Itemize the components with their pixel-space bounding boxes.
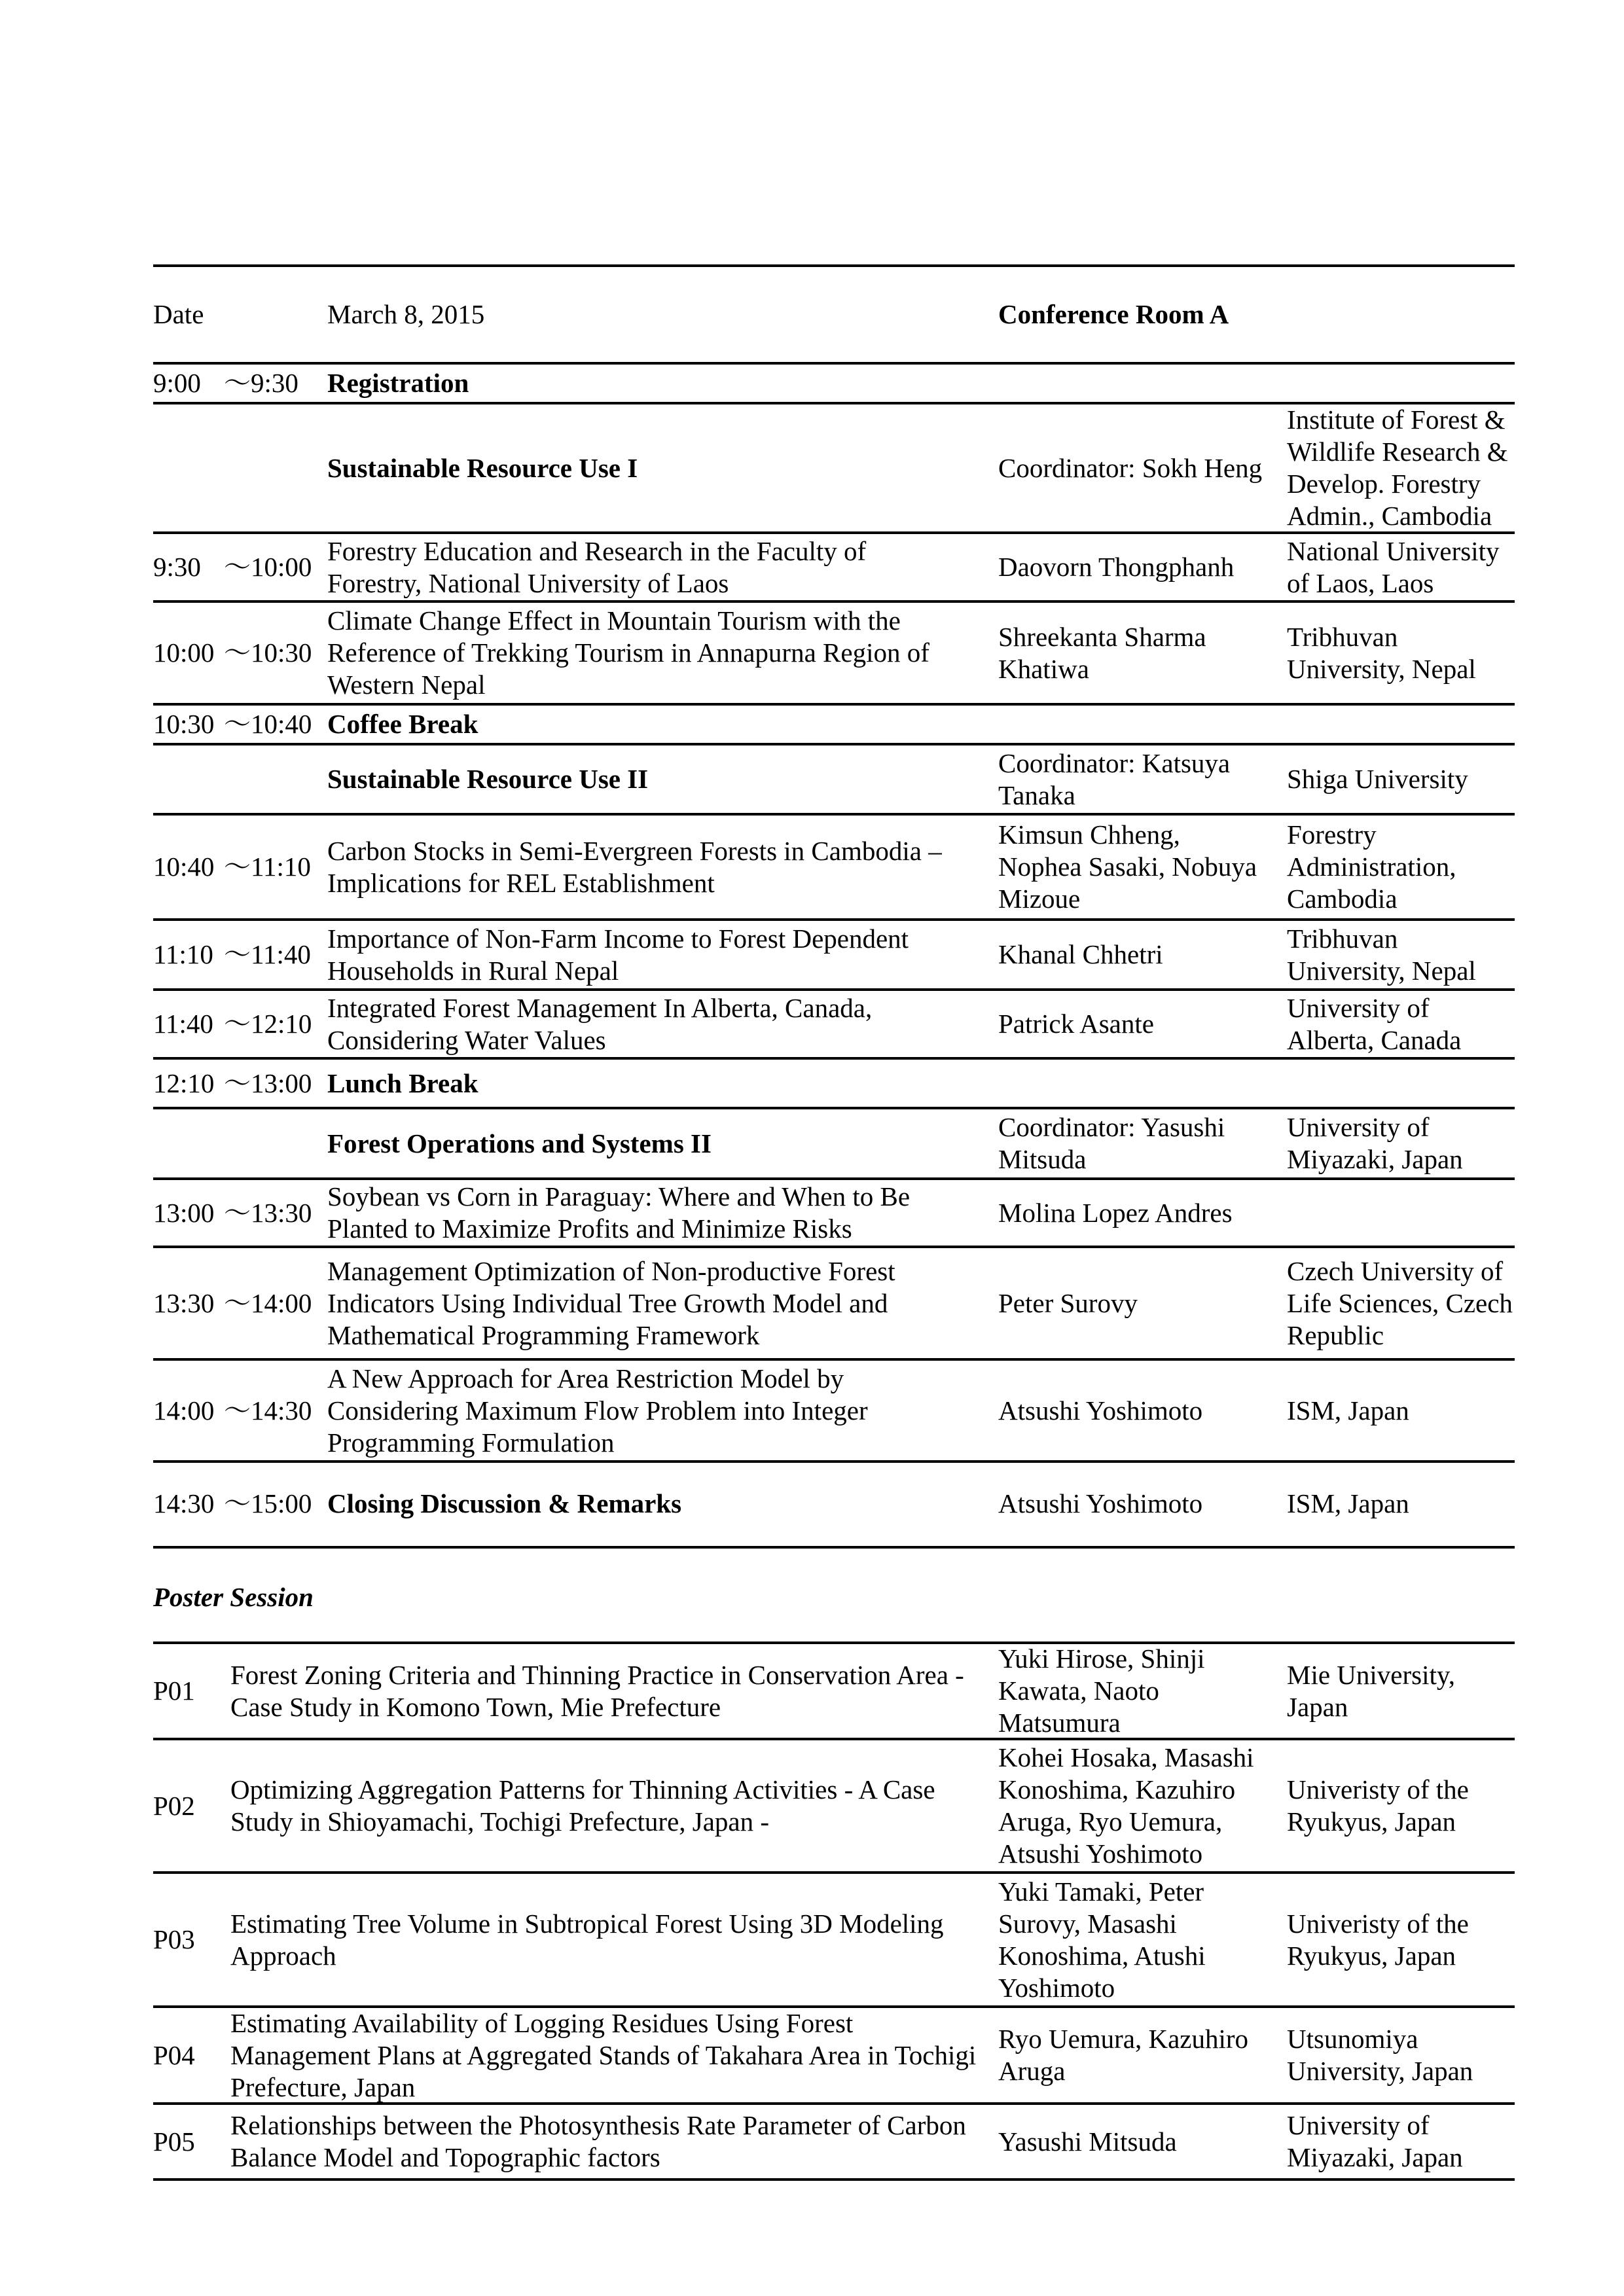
presenter: Kimsun Chheng, Nophea Sasaki, Nobuya Mizoue [998, 819, 1257, 914]
session-start-time: 11:40 [153, 1009, 213, 1039]
presenter: Khanal Chhetri [998, 939, 1163, 969]
session-heading: Registration [327, 368, 469, 398]
session-end-time [224, 1109, 322, 1177]
presenter: Coordinator: Yasushi Mitsuda [998, 1112, 1225, 1174]
poster-affiliation: Utsunomiya University, Japan [1287, 2024, 1473, 2086]
poster-id: P01 [153, 1676, 195, 1706]
program-bottom-rule [153, 1546, 1515, 1549]
poster-title: Optimizing Aggregation Patterns for Thinning Activities - A Case Study in Shioyamachi, Tochigi Prefecture, Japan - [230, 1774, 935, 1837]
session-heading: Coffee Break [327, 709, 478, 739]
session-start-time: 9:30 [153, 552, 201, 582]
affiliation: Tribhuvan University, Nepal [1287, 923, 1476, 986]
poster-title: Estimating Tree Volume in Subtropical Forest Using 3D Modeling Approach [230, 1908, 944, 1971]
poster-affiliation: Univeristy of the Ryukyus, Japan [1287, 1908, 1469, 1971]
session-start-time: 10:40 [153, 852, 215, 882]
top-rule [153, 264, 1515, 267]
session-end-time: ～10:40 [224, 709, 312, 739]
talk-title: Importance of Non-Farm Income to Forest Dependent Households in Rural Nepal [327, 923, 909, 986]
presenter: Molina Lopez Andres [998, 1197, 1233, 1228]
session-end-time: ～9:30 [224, 368, 298, 398]
affiliation: ISM, Japan [1287, 1488, 1409, 1518]
affiliation: Institute of Forest & Wildlife Research & Develop. Forestry Admin., Cambodia [1287, 404, 1508, 531]
session-start-time: 10:00 [153, 637, 215, 668]
room-name: Conference Room A [998, 298, 1229, 329]
talk-title: Integrated Forest Management In Alberta, Canada, Considering Water Values [327, 992, 873, 1055]
presenter: Patrick Asante [998, 1009, 1154, 1039]
affiliation: Forestry Administration, Cambodia [1287, 819, 1456, 914]
session-end-time: ～11:10 [224, 852, 311, 882]
affiliation: ISM, Japan [1287, 1395, 1409, 1426]
poster-title: Estimating Availability of Logging Residues Using Forest Management Plans at Aggregated Stands of Takahara Area in Tochigi Prefecture, Japan [230, 2007, 977, 2102]
session-end-time: ～12:10 [224, 1009, 312, 1039]
affiliation [1287, 1180, 1515, 1246]
presenter: Atsushi Yoshimoto [998, 1488, 1203, 1518]
session-start-time: 11:10 [153, 939, 213, 969]
presenter: Shreekanta Sharma Khatiwa [998, 621, 1206, 684]
session-start-time: 14:00 [153, 1395, 215, 1426]
poster-title: Relationships between the Photosynthesis Rate Parameter of Carbon Balance Model and Topographic factors [230, 2110, 966, 2172]
presenter: Coordinator: Katsuya Tanaka [998, 747, 1231, 810]
affiliation: Tribhuvan University, Nepal [1287, 621, 1476, 684]
session-start-time [153, 1109, 225, 1177]
talk-title: A New Approach for Area Restriction Model by Considering Maximum Flow Problem into Integer Programming Formulation [327, 1363, 868, 1458]
poster-id: P03 [153, 1924, 195, 1954]
presenter: Coordinator: Sokh Heng [998, 452, 1263, 483]
session-heading: Sustainable Resource Use II [327, 764, 649, 794]
session-end-time [224, 745, 322, 813]
poster-session-heading: Poster Session [153, 1581, 314, 1612]
session-start-time [153, 745, 225, 813]
poster-title: Forest Zoning Criteria and Thinning Practice in Conservation Area - Case Study in Komono Town, Mie Prefecture [230, 1659, 964, 1722]
session-heading: Forest Operations and Systems II [327, 1128, 712, 1158]
presenter: Daovorn Thongphanh [998, 552, 1235, 582]
session-start-time: 13:00 [153, 1197, 215, 1228]
talk-title: Carbon Stocks in Semi-Evergreen Forests in Cambodia – Implications for REL Establishment [327, 835, 942, 898]
session-end-time: ～15:00 [224, 1488, 312, 1518]
session-end-time: ～10:30 [224, 637, 312, 668]
affiliation: University of Alberta, Canada [1287, 992, 1462, 1055]
affiliation: National University of Laos, Laos [1287, 535, 1500, 598]
session-start-time: 13:30 [153, 1287, 215, 1318]
talk-title: Soybean vs Corn in Paraguay: Where and When to Be Planted to Maximize Profits and Minimize Risks [327, 1181, 911, 1244]
affiliation: University of Miyazaki, Japan [1287, 1112, 1463, 1174]
poster-id: P04 [153, 2039, 195, 2070]
session-end-time: ～14:00 [224, 1287, 312, 1318]
session-start-time: 14:30 [153, 1488, 215, 1518]
date-value: March 8, 2015 [327, 298, 485, 329]
poster-authors: Yuki Tamaki, Peter Surovy, Masashi Konoshima, Atushi Yoshimoto [998, 1876, 1206, 2003]
session-start-time: 12:10 [153, 1067, 215, 1098]
session-end-time: ～11:40 [224, 939, 311, 969]
poster-authors: Kohei Hosaka, Masashi Konoshima, Kazuhiro Aruga, Ryo Uemura, Atsushi Yoshimoto [998, 1742, 1254, 1869]
session-heading: Lunch Break [327, 1067, 478, 1098]
poster-id: P02 [153, 1790, 195, 1821]
session-heading: Sustainable Resource Use I [327, 452, 638, 483]
session-heading: Closing Discussion & Remarks [327, 1488, 682, 1518]
presenter: Atsushi Yoshimoto [998, 1395, 1203, 1426]
poster-authors: Yasushi Mitsuda [998, 2126, 1177, 2157]
affiliation: Shiga University [1287, 764, 1468, 794]
poster-affiliation: University of Miyazaki, Japan [1287, 2110, 1463, 2172]
talk-title: Climate Change Effect in Mountain Tourism with the Reference of Trekking Tourism in Annapurna Region of Western Nepal [327, 605, 929, 700]
session-end-time [224, 404, 322, 531]
poster-affiliation: Mie University, Japan [1287, 1659, 1455, 1722]
poster-authors: Ryo Uemura, Kazuhiro Aruga [998, 2024, 1249, 2086]
poster-authors: Yuki Hirose, Shinji Kawata, Naoto Matsumura [998, 1643, 1205, 1738]
session-end-time: ～14:30 [224, 1395, 312, 1426]
affiliation: Czech University of Life Sciences, Czech Republic [1287, 1255, 1513, 1350]
session-end-time: ～13:30 [224, 1197, 312, 1228]
poster-id: P05 [153, 2126, 195, 2157]
session-end-time: ～10:00 [224, 552, 312, 582]
session-start-time: 9:00 [153, 368, 201, 398]
session-start-time [153, 404, 225, 531]
poster-affiliation: Univeristy of the Ryukyus, Japan [1287, 1774, 1469, 1837]
poster-divider [153, 2178, 1515, 2181]
date-label: Date [153, 298, 204, 329]
presenter: Peter Surovy [998, 1287, 1138, 1318]
talk-title: Management Optimization of Non-productive Forest Indicators Using Individual Tree Growth Model and Mathematical Programming Framework [327, 1255, 895, 1350]
session-end-time: ～13:00 [224, 1067, 312, 1098]
talk-title: Forestry Education and Research in the Faculty of Forestry, National University of Laos [327, 535, 867, 598]
session-start-time: 10:30 [153, 709, 215, 739]
